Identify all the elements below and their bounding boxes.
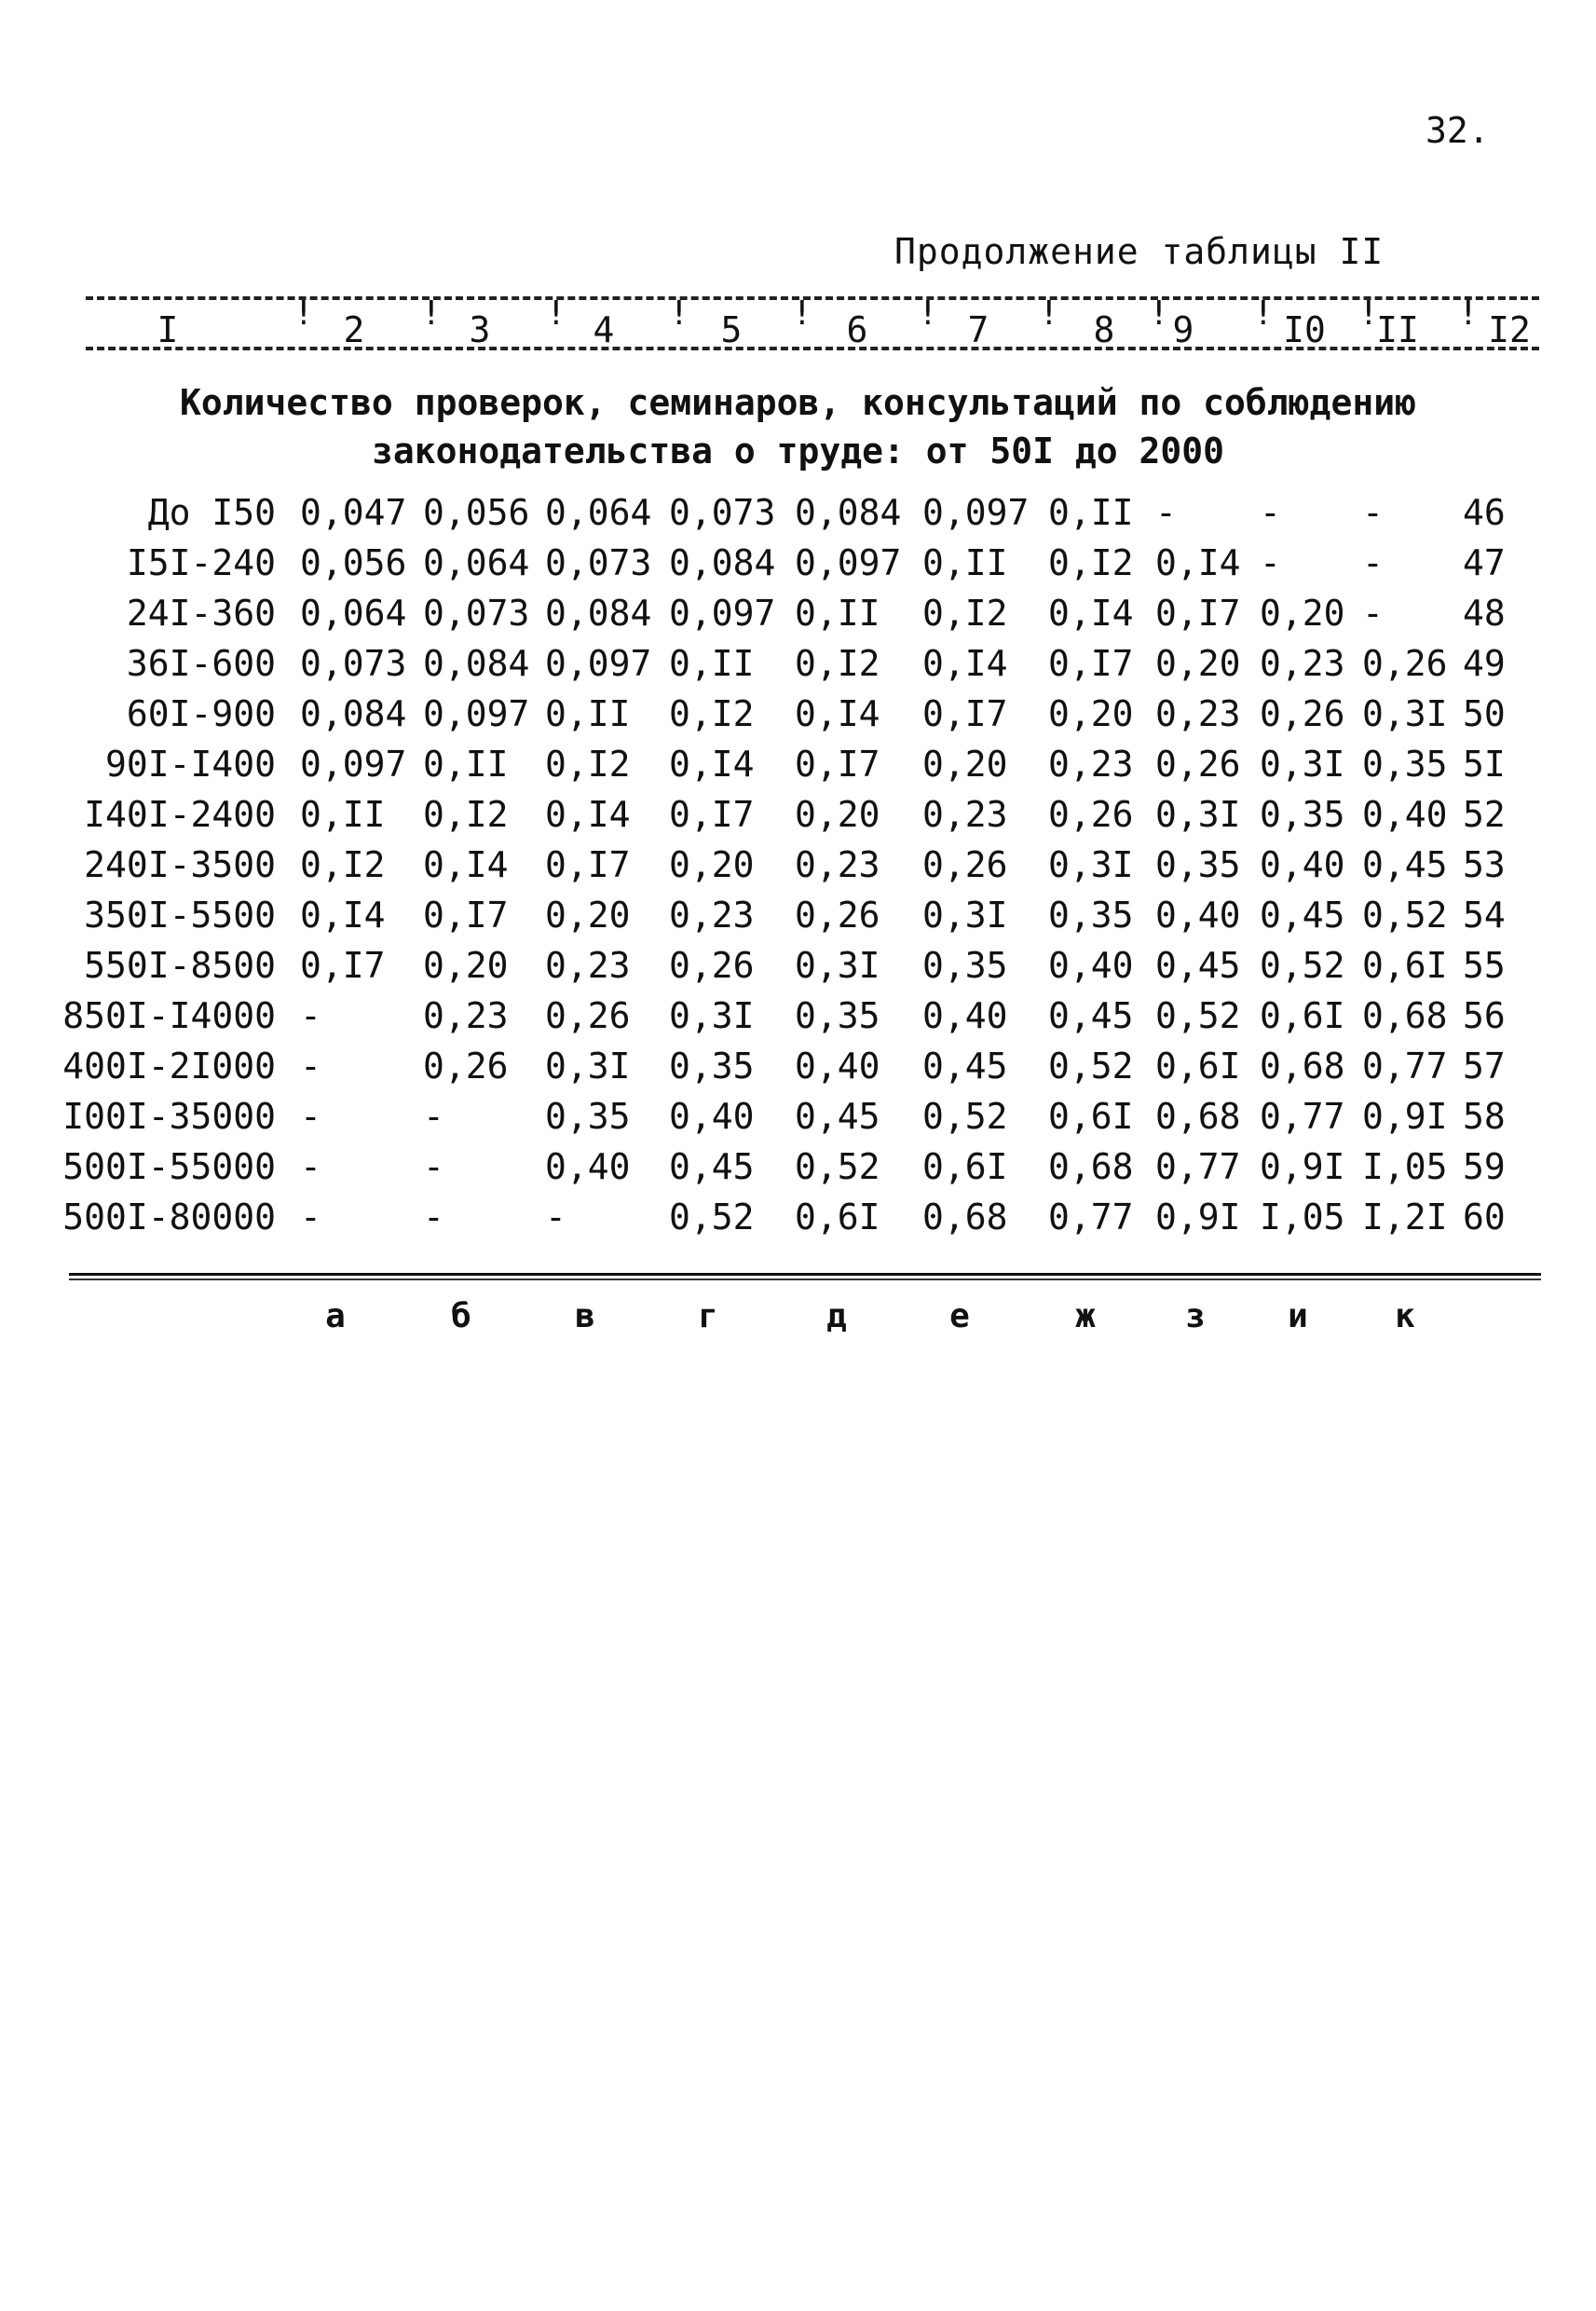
table-row bbox=[0, 593, 1596, 641]
table-row bbox=[0, 744, 1596, 792]
value-cell: 0,I4 bbox=[300, 895, 386, 936]
column-letter-3: в bbox=[575, 1297, 595, 1335]
value-cell: 0,073 bbox=[669, 492, 776, 533]
value-cell: - bbox=[423, 1146, 444, 1187]
value-cell: 0,40 bbox=[1048, 945, 1134, 986]
value-cell: 0,40 bbox=[795, 1046, 880, 1087]
value-cell: 0,3I bbox=[1048, 844, 1134, 885]
value-cell: 0,52 bbox=[1362, 895, 1448, 936]
value-cell: 0,26 bbox=[1362, 643, 1448, 684]
value-cell: 0,35 bbox=[1260, 794, 1345, 835]
value-cell: 0,II bbox=[669, 643, 755, 684]
value-cell: 0,40 bbox=[1362, 794, 1448, 835]
row-range-cell: 400I-2I000 bbox=[62, 1046, 276, 1087]
column-number-9: 9 bbox=[1172, 309, 1194, 350]
value-cell: 0,35 bbox=[922, 945, 1008, 986]
value-cell: 0,I2 bbox=[922, 593, 1008, 634]
value-cell: 0,I2 bbox=[545, 744, 631, 785]
row-number-cell: 53 bbox=[1463, 844, 1506, 885]
table-row bbox=[0, 1096, 1596, 1144]
column-number-11: II bbox=[1376, 309, 1419, 350]
value-cell: 0,097 bbox=[300, 744, 407, 785]
value-cell: 0,23 bbox=[922, 794, 1008, 835]
value-cell: 0,3I bbox=[669, 995, 755, 1036]
value-cell: - bbox=[1260, 492, 1281, 533]
column-number-10: I0 bbox=[1283, 309, 1326, 350]
table-row bbox=[0, 794, 1596, 842]
value-cell: 0,084 bbox=[300, 693, 407, 734]
value-cell: 0,77 bbox=[1155, 1146, 1241, 1187]
value-cell: 0,20 bbox=[423, 945, 509, 986]
row-number-cell: 5I bbox=[1463, 744, 1506, 785]
column-number-7: 7 bbox=[967, 309, 989, 350]
value-cell: 0,68 bbox=[1260, 1046, 1345, 1087]
value-cell: 0,073 bbox=[300, 643, 407, 684]
row-range-cell: До I50 bbox=[147, 492, 276, 533]
value-cell: 0,45 bbox=[1048, 995, 1134, 1036]
value-cell: - bbox=[1362, 593, 1384, 634]
header-separator: ! bbox=[669, 294, 689, 333]
value-cell: 0,52 bbox=[922, 1096, 1008, 1137]
value-cell: 0,6I bbox=[1260, 995, 1345, 1036]
value-cell: 0,40 bbox=[545, 1146, 631, 1187]
table-bottom-rule-thin bbox=[69, 1279, 1541, 1280]
value-cell: 0,I2 bbox=[300, 844, 386, 885]
value-cell: 0,056 bbox=[423, 492, 530, 533]
value-cell: 0,26 bbox=[423, 1046, 509, 1087]
column-letter-7: ж bbox=[1075, 1297, 1096, 1335]
value-cell: 0,084 bbox=[669, 542, 776, 583]
value-cell: 0,40 bbox=[1155, 895, 1241, 936]
header-separator: ! bbox=[546, 294, 566, 333]
value-cell: 0,073 bbox=[545, 542, 652, 583]
value-cell: 0,II bbox=[300, 794, 386, 835]
value-cell: 0,40 bbox=[922, 995, 1008, 1036]
row-number-cell: 52 bbox=[1463, 794, 1506, 835]
value-cell: 0,II bbox=[1048, 492, 1134, 533]
value-cell: 0,084 bbox=[795, 492, 902, 533]
value-cell: I,2I bbox=[1362, 1197, 1448, 1238]
value-cell: 0,064 bbox=[300, 593, 407, 634]
value-cell: 0,6I bbox=[1048, 1096, 1134, 1137]
table-section-title-line-2: законодательства о труде: от 50I до 2000 bbox=[371, 431, 1225, 472]
value-cell: 0,45 bbox=[1260, 895, 1345, 936]
value-cell: 0,68 bbox=[1155, 1096, 1241, 1137]
row-range-cell: 90I-I400 bbox=[104, 744, 276, 785]
value-cell: 0,097 bbox=[922, 492, 1030, 533]
value-cell: 0,097 bbox=[669, 593, 776, 634]
value-cell: 0,68 bbox=[1362, 995, 1448, 1036]
value-cell: 0,I7 bbox=[423, 895, 509, 936]
row-number-cell: 55 bbox=[1463, 945, 1506, 986]
value-cell: 0,35 bbox=[669, 1046, 755, 1087]
value-cell: 0,II bbox=[795, 593, 880, 634]
value-cell: 0,52 bbox=[795, 1146, 880, 1187]
header-separator: ! bbox=[1149, 294, 1169, 333]
value-cell: 0,26 bbox=[1260, 693, 1345, 734]
header-separator: ! bbox=[918, 294, 938, 333]
value-cell: - bbox=[300, 995, 321, 1036]
table-bottom-rule bbox=[69, 1273, 1541, 1276]
value-cell: 0,26 bbox=[669, 945, 755, 986]
row-range-cell: 500I-80000 bbox=[62, 1197, 276, 1238]
value-cell: 0,9I bbox=[1260, 1146, 1345, 1187]
value-cell: 0,I4 bbox=[545, 794, 631, 835]
value-cell: 0,52 bbox=[1155, 995, 1241, 1036]
row-range-cell: 60I-900 bbox=[126, 693, 276, 734]
value-cell: - bbox=[423, 1096, 444, 1137]
table-row bbox=[0, 1146, 1596, 1195]
column-letter-6: е bbox=[949, 1297, 970, 1335]
table-continuation-label: Продолжение таблицы II bbox=[894, 231, 1385, 272]
value-cell: 0,3I bbox=[545, 1046, 631, 1087]
value-cell: 0,45 bbox=[1362, 844, 1448, 885]
value-cell: 0,20 bbox=[1260, 593, 1345, 634]
value-cell: 0,084 bbox=[423, 643, 530, 684]
value-cell: 0,I7 bbox=[545, 844, 631, 885]
value-cell: 0,I7 bbox=[922, 693, 1008, 734]
value-cell: 0,064 bbox=[423, 542, 530, 583]
value-cell: 0,26 bbox=[545, 995, 631, 1036]
value-cell: - bbox=[300, 1046, 321, 1087]
column-number-4: 4 bbox=[593, 309, 615, 350]
value-cell: 0,I4 bbox=[669, 744, 755, 785]
column-number-8: 8 bbox=[1093, 309, 1115, 350]
table-section-title-line-1: Количество проверок, семинаров, консультаций по соблюдению bbox=[180, 382, 1416, 423]
value-cell: 0,I4 bbox=[795, 693, 880, 734]
value-cell: 0,I7 bbox=[669, 794, 755, 835]
value-cell: 0,45 bbox=[922, 1046, 1008, 1087]
row-range-cell: 350I-5500 bbox=[84, 895, 276, 936]
row-range-cell: 24I-360 bbox=[126, 593, 276, 634]
value-cell: 0,I4 bbox=[922, 643, 1008, 684]
value-cell: 0,3I bbox=[795, 945, 880, 986]
value-cell: - bbox=[423, 1197, 444, 1238]
value-cell: 0,23 bbox=[423, 995, 509, 1036]
value-cell: 0,52 bbox=[669, 1197, 755, 1238]
row-number-cell: 58 bbox=[1463, 1096, 1506, 1137]
value-cell: 0,6I bbox=[795, 1197, 880, 1238]
value-cell: 0,047 bbox=[300, 492, 407, 533]
value-cell: 0,I2 bbox=[795, 643, 880, 684]
value-cell: 0,26 bbox=[1155, 744, 1241, 785]
value-cell: 0,064 bbox=[545, 492, 652, 533]
value-cell: 0,I4 bbox=[1155, 542, 1241, 583]
value-cell: 0,68 bbox=[922, 1197, 1008, 1238]
row-range-cell: I5I-240 bbox=[126, 542, 276, 583]
value-cell: 0,II bbox=[423, 744, 509, 785]
row-number-cell: 49 bbox=[1463, 643, 1506, 684]
row-range-cell: 550I-8500 bbox=[84, 945, 276, 986]
row-range-cell: I00I-35000 bbox=[62, 1096, 276, 1137]
value-cell: 0,II bbox=[922, 542, 1008, 583]
value-cell: 0,77 bbox=[1260, 1096, 1345, 1137]
column-letter-4: г bbox=[698, 1297, 718, 1335]
column-letter-5: д bbox=[826, 1297, 847, 1335]
table-row bbox=[0, 492, 1596, 540]
value-cell: - bbox=[545, 1197, 566, 1238]
value-cell: 0,9I bbox=[1362, 1096, 1448, 1137]
value-cell: 0,23 bbox=[1155, 693, 1241, 734]
row-range-cell: I40I-2400 bbox=[84, 794, 276, 835]
value-cell: 0,6I bbox=[1155, 1046, 1241, 1087]
value-cell: 0,097 bbox=[423, 693, 530, 734]
value-cell: 0,23 bbox=[1260, 643, 1345, 684]
header-separator: ! bbox=[1458, 294, 1479, 333]
row-number-cell: 56 bbox=[1463, 995, 1506, 1036]
value-cell: 0,20 bbox=[922, 744, 1008, 785]
row-number-cell: 48 bbox=[1463, 593, 1506, 634]
value-cell: I,05 bbox=[1260, 1197, 1345, 1238]
value-cell: 0,I4 bbox=[1048, 593, 1134, 634]
value-cell: 0,23 bbox=[669, 895, 755, 936]
column-number-1: I bbox=[157, 309, 179, 350]
header-separator: ! bbox=[1039, 294, 1059, 333]
value-cell: - bbox=[1362, 542, 1384, 583]
table-row bbox=[0, 945, 1596, 993]
row-number-cell: 46 bbox=[1463, 492, 1506, 533]
value-cell: 0,23 bbox=[795, 844, 880, 885]
value-cell: 0,20 bbox=[1048, 693, 1134, 734]
value-cell: 0,23 bbox=[1048, 744, 1134, 785]
value-cell: 0,I4 bbox=[423, 844, 509, 885]
value-cell: 0,45 bbox=[1155, 945, 1241, 986]
value-cell: 0,35 bbox=[1048, 895, 1134, 936]
value-cell: 0,I2 bbox=[669, 693, 755, 734]
row-number-cell: 54 bbox=[1463, 895, 1506, 936]
row-range-cell: 850I-I4000 bbox=[62, 995, 276, 1036]
value-cell: 0,084 bbox=[545, 593, 652, 634]
value-cell: 0,40 bbox=[669, 1096, 755, 1137]
value-cell: 0,6I bbox=[1362, 945, 1448, 986]
column-number-5: 5 bbox=[720, 309, 743, 350]
value-cell: 0,3I bbox=[1362, 693, 1448, 734]
row-number-cell: 59 bbox=[1463, 1146, 1506, 1187]
value-cell: - bbox=[1362, 492, 1384, 533]
value-cell: - bbox=[1260, 542, 1281, 583]
table-row bbox=[0, 895, 1596, 943]
value-cell: 0,I2 bbox=[1048, 542, 1134, 583]
row-number-cell: 47 bbox=[1463, 542, 1506, 583]
value-cell: 0,I2 bbox=[423, 794, 509, 835]
column-letter-2: б bbox=[451, 1297, 471, 1335]
value-cell: 0,3I bbox=[1260, 744, 1345, 785]
column-letter-9: и bbox=[1288, 1297, 1308, 1335]
table-row bbox=[0, 643, 1596, 691]
value-cell: - bbox=[300, 1146, 321, 1187]
header-separator: ! bbox=[1358, 294, 1379, 333]
table-row bbox=[0, 542, 1596, 591]
value-cell: 0,056 bbox=[300, 542, 407, 583]
column-number-6: 6 bbox=[846, 309, 868, 350]
value-cell: 0,35 bbox=[795, 995, 880, 1036]
value-cell: 0,20 bbox=[795, 794, 880, 835]
header-separator: ! bbox=[421, 294, 442, 333]
value-cell: 0,II bbox=[545, 693, 631, 734]
value-cell: 0,26 bbox=[922, 844, 1008, 885]
value-cell: 0,52 bbox=[1048, 1046, 1134, 1087]
value-cell: 0,35 bbox=[1362, 744, 1448, 785]
value-cell: 0,40 bbox=[1260, 844, 1345, 885]
value-cell: - bbox=[1155, 492, 1177, 533]
value-cell: 0,77 bbox=[1048, 1197, 1134, 1238]
value-cell: 0,26 bbox=[795, 895, 880, 936]
value-cell: 0,23 bbox=[545, 945, 631, 986]
value-cell: 0,I7 bbox=[1048, 643, 1134, 684]
table-row bbox=[0, 844, 1596, 893]
value-cell: 0,073 bbox=[423, 593, 530, 634]
table-row bbox=[0, 1046, 1596, 1094]
header-separator: ! bbox=[792, 294, 812, 333]
row-number-cell: 60 bbox=[1463, 1197, 1506, 1238]
value-cell: 0,35 bbox=[1155, 844, 1241, 885]
value-cell: 0,3I bbox=[922, 895, 1008, 936]
page-number: 32. bbox=[1425, 110, 1490, 151]
value-cell: 0,I7 bbox=[300, 945, 386, 986]
row-number-cell: 57 bbox=[1463, 1046, 1506, 1087]
table-row bbox=[0, 693, 1596, 742]
value-cell: 0,20 bbox=[545, 895, 631, 936]
value-cell: 0,20 bbox=[669, 844, 755, 885]
value-cell: 0,77 bbox=[1362, 1046, 1448, 1087]
value-cell: 0,6I bbox=[922, 1146, 1008, 1187]
column-number-3: 3 bbox=[469, 309, 491, 350]
value-cell: 0,45 bbox=[795, 1096, 880, 1137]
header-separator: ! bbox=[1253, 294, 1274, 333]
column-number-2: 2 bbox=[343, 309, 365, 350]
value-cell: 0,26 bbox=[1048, 794, 1134, 835]
row-number-cell: 50 bbox=[1463, 693, 1506, 734]
value-cell: I,05 bbox=[1362, 1146, 1448, 1187]
header-separator: ! bbox=[293, 294, 314, 333]
value-cell: 0,9I bbox=[1155, 1197, 1241, 1238]
value-cell: 0,097 bbox=[795, 542, 902, 583]
row-range-cell: 500I-55000 bbox=[62, 1146, 276, 1187]
row-range-cell: 240I-3500 bbox=[84, 844, 276, 885]
column-letter-1: а bbox=[325, 1297, 346, 1335]
value-cell: 0,I7 bbox=[795, 744, 880, 785]
row-range-cell: 36I-600 bbox=[126, 643, 276, 684]
value-cell: 0,3I bbox=[1155, 794, 1241, 835]
column-letter-10: к bbox=[1395, 1297, 1415, 1335]
table-row bbox=[0, 1197, 1596, 1245]
value-cell: 0,52 bbox=[1260, 945, 1345, 986]
value-cell: 0,I7 bbox=[1155, 593, 1241, 634]
table-row bbox=[0, 995, 1596, 1044]
column-number-12: I2 bbox=[1488, 309, 1531, 350]
value-cell: 0,68 bbox=[1048, 1146, 1134, 1187]
value-cell: 0,20 bbox=[1155, 643, 1241, 684]
value-cell: 0,35 bbox=[545, 1096, 631, 1137]
value-cell: - bbox=[300, 1197, 321, 1238]
value-cell: 0,45 bbox=[669, 1146, 755, 1187]
column-letter-8: з bbox=[1185, 1297, 1206, 1335]
value-cell: 0,097 bbox=[545, 643, 652, 684]
value-cell: - bbox=[300, 1096, 321, 1137]
